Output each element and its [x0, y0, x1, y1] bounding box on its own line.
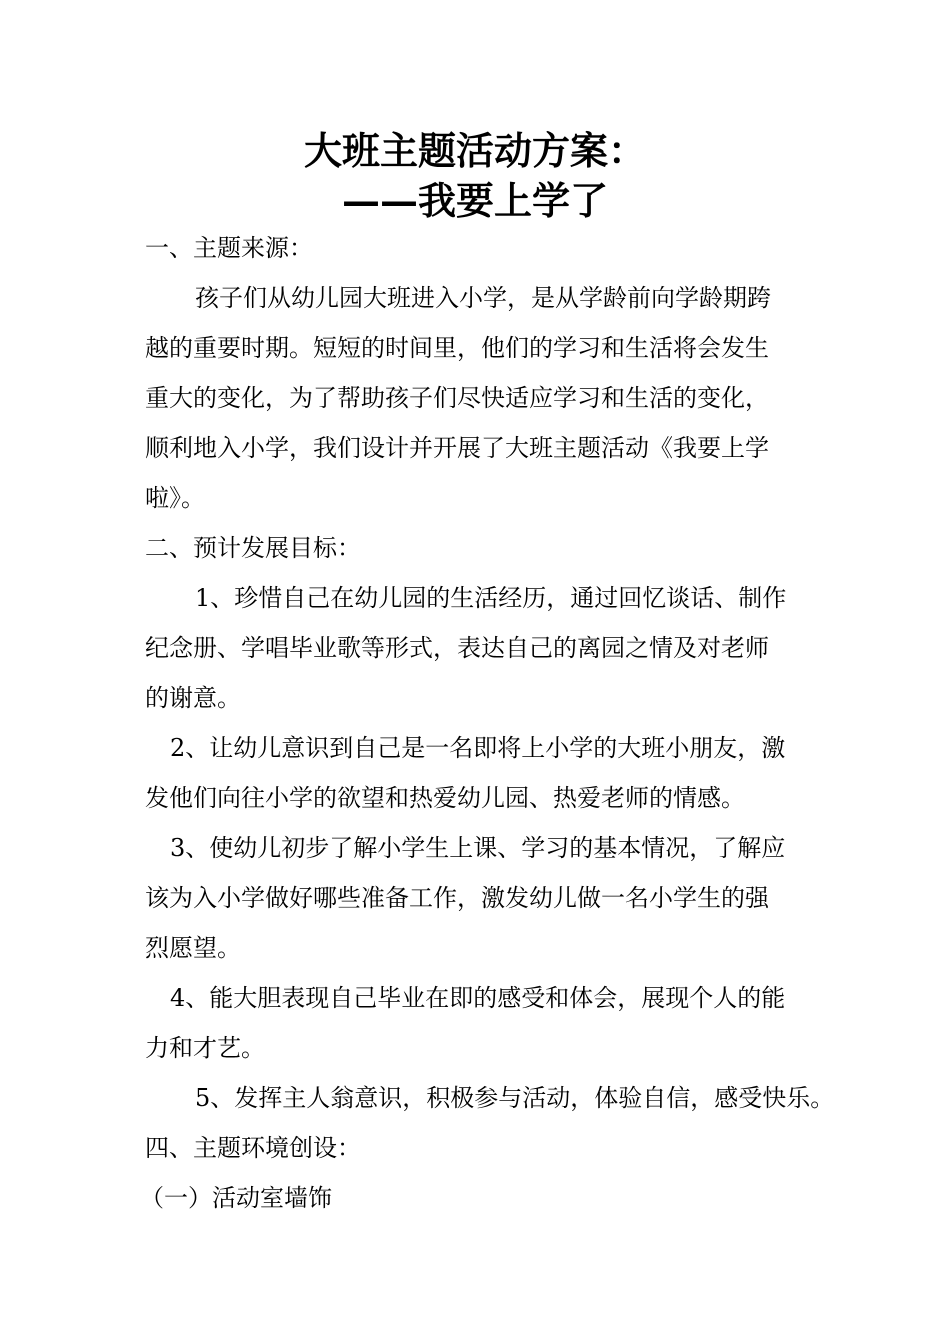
paragraph-line: 力和才艺。 — [145, 1034, 265, 1062]
paragraph-line: 重大的变化，为了帮助孩子们尽快适应学习和生活的变化， — [145, 384, 769, 412]
paragraph-line: 啦》。 — [145, 484, 205, 512]
goal-item-3: 3、使幼儿初步了解小学生上课、学习的基本情况，了解应 — [170, 834, 786, 862]
section-heading-source: 一、主题来源： — [145, 234, 313, 262]
paragraph-line: 烈愿望。 — [145, 934, 241, 962]
subsection-heading-wall: （一）活动室墙饰 — [140, 1184, 332, 1212]
goal-item-4: 4、能大胆表现自己毕业在即的感受和体会，展现个人的能 — [170, 984, 786, 1012]
paragraph-line: 顺利地入小学，我们设计并开展了大班主题活动《我要上学 — [145, 434, 769, 462]
paragraph-line: 该为入小学做好哪些准备工作，激发幼儿做一名小学生的强 — [145, 884, 769, 912]
goal-item-2: 2、让幼儿意识到自己是一名即将上小学的大班小朋友，激 — [170, 734, 786, 762]
paragraph-line: 越的重要时期。短短的时间里，他们的学习和生活将会发生 — [145, 334, 769, 362]
paragraph-line: 发他们向往小学的欲望和热爱幼儿园、热爱老师的情感。 — [145, 784, 745, 812]
goal-item-1: 1、珍惜自己在幼儿园的生活经历，通过回忆谈话、制作 — [195, 584, 787, 612]
section-heading-environment: 四、主题环境创设： — [145, 1134, 361, 1162]
document-title: 大班主题活动方案： — [303, 128, 646, 173]
paragraph-line: 的谢意。 — [145, 684, 241, 712]
paragraph-line: 孩子们从幼儿园大班进入小学，是从学龄前向学龄期跨 — [195, 284, 771, 312]
goal-item-5: 5、发挥主人翁意识，积极参与活动，体验自信，感受快乐。 — [195, 1084, 835, 1112]
section-heading-goals: 二、预计发展目标： — [145, 534, 361, 562]
document-subtitle: ——我要上学了 — [341, 178, 608, 223]
paragraph-line: 纪念册、学唱毕业歌等形式，表达自己的离园之情及对老师 — [145, 634, 769, 662]
